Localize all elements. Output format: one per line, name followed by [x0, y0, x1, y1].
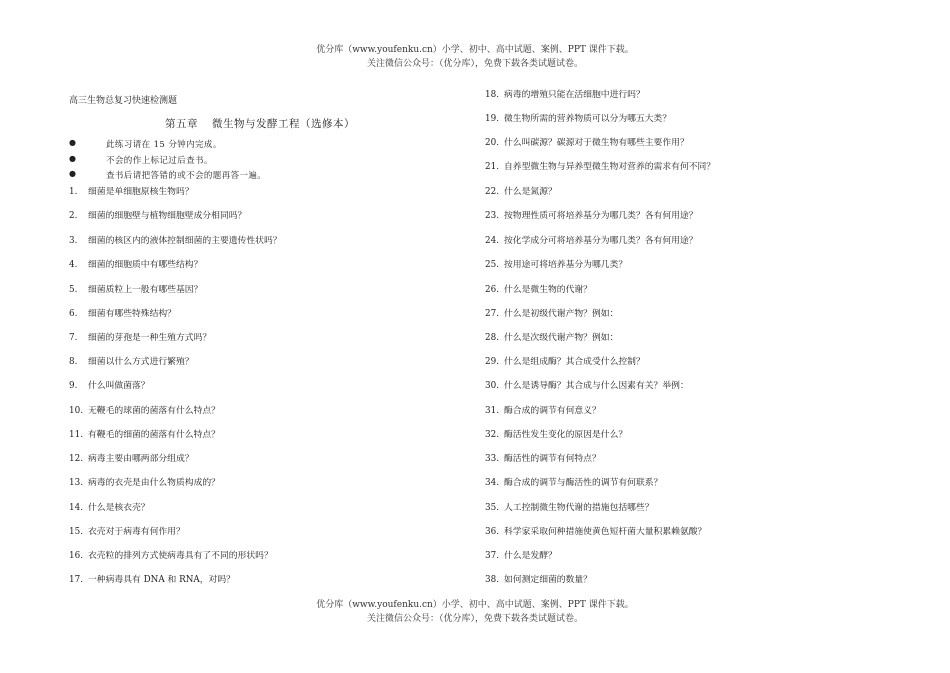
question-text: 什么是组成酶？其合成受什么控制？	[504, 357, 645, 367]
question-number: 21.	[485, 162, 499, 172]
question-number: 13.	[69, 478, 83, 488]
question-number: 18.	[485, 90, 499, 100]
question-number: 11.	[69, 430, 83, 440]
bullet-icon: ●	[69, 138, 76, 147]
question-item	[69, 550, 273, 562]
question-item	[69, 235, 282, 247]
question-text: 按物理性质可将培养基分为哪几类？各有何用途？	[504, 211, 698, 221]
question-text: 什么是初级代谢产物？例如：	[504, 309, 619, 319]
question-text: 细菌的细胞壁与植物细胞壁成分相同吗？	[88, 211, 247, 221]
question-text: 有鞭毛的细菌的菌落有什么特点？	[88, 430, 220, 440]
question-text: 一种病毒具有 DNA 和 RNA，对吗？	[88, 575, 235, 585]
page-footer	[0, 598, 950, 626]
question-text: 按用途可将培养基分为哪几类？	[504, 260, 628, 270]
question-text: 酶合成的调节有何意义？	[504, 406, 601, 416]
question-item	[69, 429, 220, 441]
question-number: 29.	[485, 357, 499, 367]
question-text: 酶活性的调节有何特点？	[504, 454, 601, 464]
question-number: 10.	[69, 406, 83, 416]
question-text: 什么是发酵？	[504, 551, 557, 561]
question-item	[485, 284, 592, 296]
question-number: 23.	[485, 211, 499, 221]
question-number: 30.	[485, 381, 499, 391]
question-number: 8.	[69, 357, 78, 367]
question-text: 无鞭毛的球菌的菌落有什么特点？	[88, 406, 220, 416]
question-item	[485, 113, 671, 125]
footer-line-2: 关注微信公众号：（优分库），免费下载各类试题试卷。	[366, 614, 583, 624]
question-text: 细菌质粒上一般有哪些基因？	[88, 285, 203, 295]
question-number: 6.	[69, 309, 78, 319]
question-item	[485, 526, 706, 538]
question-number: 16.	[69, 551, 83, 561]
question-text: 细菌是单细胞原核生物吗？	[88, 187, 194, 197]
question-number: 27.	[485, 309, 499, 319]
question-item	[69, 186, 194, 198]
question-number: 15.	[69, 527, 83, 537]
question-text: 微生物所需的营养物质可以分为哪五大类？	[504, 114, 672, 124]
question-number: 22.	[485, 187, 499, 197]
question-number: 35.	[485, 503, 499, 513]
question-text: 细菌以什么方式进行繁殖？	[88, 357, 194, 367]
question-number: 38.	[485, 575, 499, 585]
question-text: 什么叫碳源？碳源对于微生物有哪些主要作用？	[504, 138, 689, 148]
note-text: 不会的作上标记过后查书。	[106, 156, 213, 166]
question-item	[485, 137, 689, 149]
question-item	[485, 161, 715, 173]
page-header	[0, 43, 950, 71]
question-item	[69, 526, 185, 538]
question-text: 自养型微生物与异养型微生物对营养的需求有何不同？	[504, 162, 716, 172]
question-number: 20.	[485, 138, 499, 148]
question-text: 细菌有哪些特殊结构？	[88, 309, 176, 319]
question-item	[69, 477, 220, 489]
question-text: 酶合成的调节与酶活性的调节有何联系？	[504, 478, 663, 488]
question-item	[485, 477, 662, 489]
question-number: 9.	[69, 381, 78, 391]
bullet-icon: ●	[69, 169, 76, 178]
question-text: 什么是氮源？	[504, 187, 557, 197]
question-text: 如何测定细菌的数量？	[504, 575, 592, 585]
question-number: 4.	[69, 260, 78, 270]
question-item	[69, 308, 176, 320]
question-number: 19.	[485, 114, 499, 124]
question-number: 5.	[69, 285, 78, 295]
question-number: 33.	[485, 454, 499, 464]
document-subtitle: 高三生物总复习快速检测题	[69, 96, 178, 106]
question-text: 细菌的细胞质中有哪些结构？	[88, 260, 203, 270]
question-text: 什么是次级代谢产物？例如：	[504, 333, 619, 343]
question-number: 37.	[485, 551, 499, 561]
bullet-icon: ●	[69, 154, 76, 163]
question-text: 科学家采取何种措施使黄色短杆菌大量积累赖氨酸？	[504, 527, 707, 537]
note-text: 查书后请把答错的或不会的题再答一遍。	[106, 171, 267, 181]
question-item	[485, 210, 698, 222]
question-item	[485, 502, 654, 514]
header-line-1: 优分库（www.youfenku.cn）小学、初中、高中试题、案例、PPT 课件下载。	[316, 45, 634, 55]
question-text: 酶活性发生变化的原因是什么？	[504, 430, 628, 440]
question-item	[485, 453, 601, 465]
question-item	[485, 259, 627, 271]
question-item	[485, 356, 645, 368]
question-item	[485, 89, 645, 101]
question-text: 按化学成分可将培养基分为哪几类？各有何用途？	[504, 236, 698, 246]
question-text: 细菌的核区内的液体控制细菌的主要遗传性状吗？	[88, 236, 282, 246]
question-number: 14.	[69, 503, 83, 513]
question-number: 12.	[69, 454, 83, 464]
question-item	[69, 259, 202, 271]
question-item	[485, 550, 557, 562]
question-text: 细菌的芽孢是一种生殖方式吗？	[88, 333, 212, 343]
question-number: 17.	[69, 575, 83, 585]
question-item	[69, 332, 211, 344]
question-item	[69, 405, 220, 417]
question-text: 什么是微生物的代谢？	[504, 285, 592, 295]
question-number: 26.	[485, 285, 499, 295]
question-item	[485, 574, 592, 586]
question-number: 34.	[485, 478, 499, 488]
chapter-title: 微生物与发酵工程（选修本）	[212, 118, 355, 130]
question-text: 病毒的增殖只能在活细胞中进行吗？	[504, 90, 645, 100]
question-item	[69, 453, 194, 465]
question-item	[69, 284, 202, 296]
question-text: 什么是诱导酶？其合成与什么因素有关？举例：	[504, 381, 689, 391]
question-item	[69, 574, 235, 586]
question-item	[485, 380, 689, 392]
header-line-2: 关注微信公众号：（优分库），免费下载各类试题试卷。	[366, 59, 583, 69]
question-number: 24.	[485, 236, 499, 246]
question-text: 什么是核衣壳？	[88, 503, 150, 513]
question-text: 衣壳对于病毒有何作用？	[88, 527, 185, 537]
chapter-number: 第五章	[165, 118, 198, 130]
question-number: 2.	[69, 211, 78, 221]
question-item	[485, 429, 627, 441]
question-text: 衣壳粒的排列方式使病毒具有了不同的形状吗？	[88, 551, 273, 561]
question-item	[69, 502, 150, 514]
question-text: 人工控制微生物代谢的措施包括哪些？	[504, 503, 654, 513]
question-item	[485, 332, 618, 344]
question-number: 1.	[69, 187, 78, 197]
note-text: 此练习请在 15 分钟内完成。	[106, 140, 222, 150]
question-number: 28.	[485, 333, 499, 343]
question-item	[485, 235, 698, 247]
question-item	[485, 186, 557, 198]
question-item	[69, 380, 150, 392]
question-number: 31.	[485, 406, 499, 416]
question-text: 病毒主要由哪两部分组成？	[88, 454, 194, 464]
question-item	[69, 356, 194, 368]
question-number: 25.	[485, 260, 499, 270]
question-item	[69, 210, 246, 222]
question-number: 32.	[485, 430, 499, 440]
question-number: 36.	[485, 527, 499, 537]
question-item	[485, 405, 601, 417]
footer-line-1: 优分库（www.youfenku.cn）小学、初中、高中试题、案例、PPT 课件下载。	[316, 600, 634, 610]
question-item	[485, 308, 618, 320]
chapter-heading	[165, 116, 355, 131]
question-text: 什么叫做菌落？	[88, 381, 150, 391]
question-number: 3.	[69, 236, 78, 246]
question-text: 病毒的衣壳是由什么物质构成的？	[88, 478, 220, 488]
question-number: 7.	[69, 333, 78, 343]
